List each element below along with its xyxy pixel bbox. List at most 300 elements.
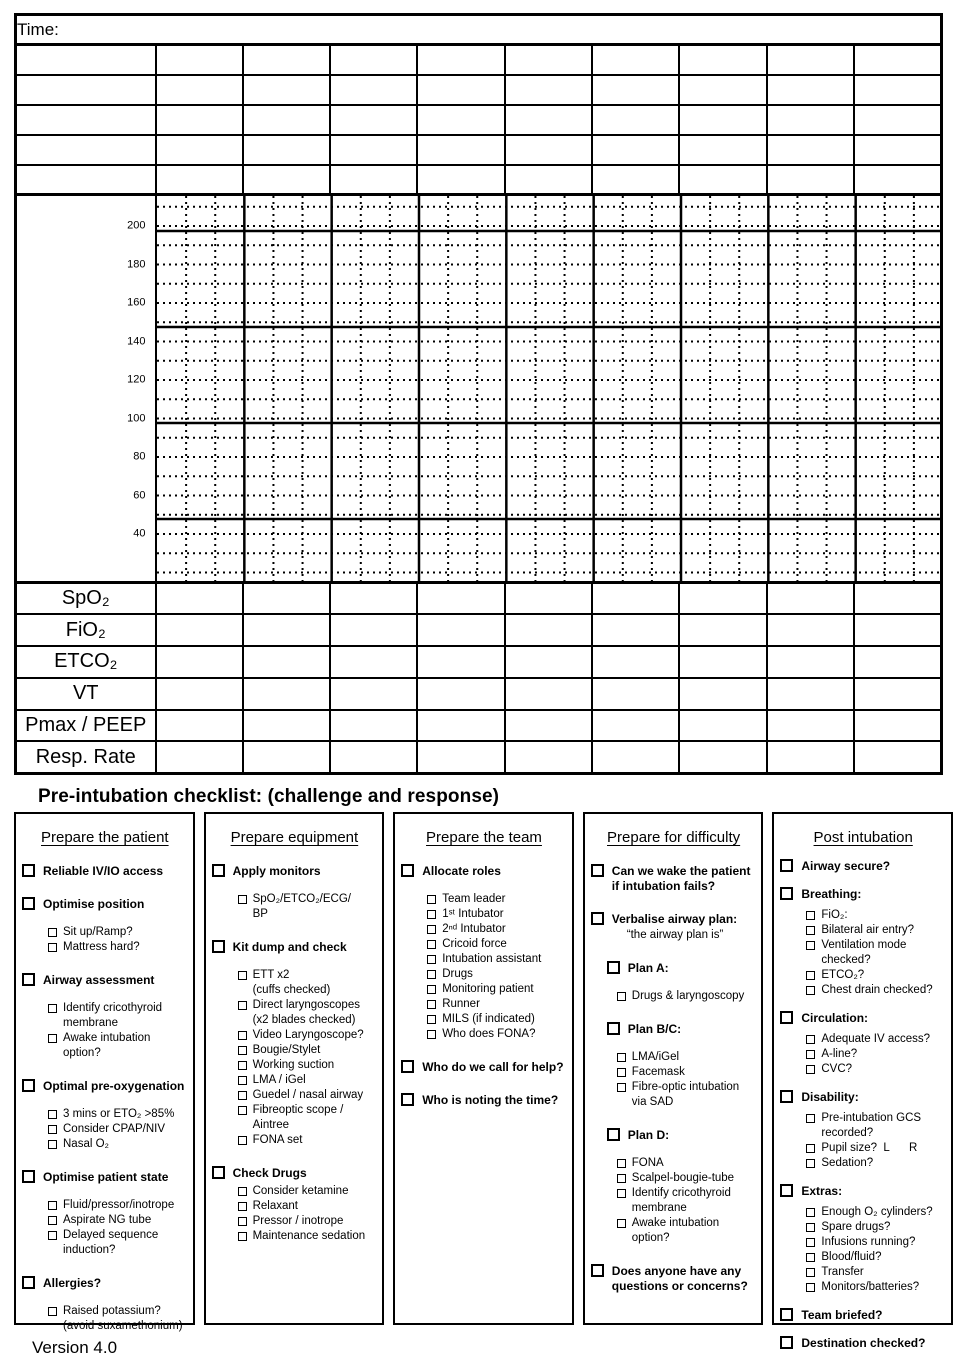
entry-cell[interactable] bbox=[156, 165, 243, 195]
checkbox-icon[interactable] bbox=[22, 864, 35, 877]
checklist-sub-item bbox=[401, 967, 567, 982]
checklist-column-post-intubation bbox=[772, 812, 953, 1350]
entry-cell[interactable] bbox=[330, 75, 417, 105]
checkbox-icon[interactable] bbox=[806, 1208, 815, 1217]
checkbox-icon[interactable] bbox=[401, 1093, 414, 1106]
checklist-sub-item bbox=[212, 998, 378, 1013]
checkbox-icon[interactable] bbox=[780, 1336, 793, 1349]
event-label-cell[interactable] bbox=[16, 45, 156, 75]
checkbox-icon[interactable] bbox=[238, 971, 247, 980]
checkbox-icon[interactable] bbox=[427, 985, 436, 994]
entry-cell[interactable] bbox=[505, 45, 592, 75]
checklist-sub-item bbox=[212, 1214, 378, 1229]
vital-row-label: FiO₂ bbox=[16, 614, 156, 646]
checkbox-icon[interactable] bbox=[591, 912, 604, 925]
checkbox-icon[interactable] bbox=[617, 1189, 626, 1198]
vital-entry-cell[interactable] bbox=[854, 646, 941, 678]
checklist-sub-label: Direct laryngoscopes bbox=[252, 998, 360, 1011]
entry-cell[interactable] bbox=[767, 135, 854, 165]
checklist-sub-label: MILS (if indicated) bbox=[442, 1012, 535, 1025]
y-axis-label: 120 bbox=[127, 373, 146, 386]
checkbox-icon[interactable] bbox=[238, 1232, 247, 1241]
entry-cell[interactable] bbox=[592, 45, 679, 75]
entry-cell[interactable] bbox=[592, 135, 679, 165]
checkbox-icon[interactable] bbox=[48, 1110, 57, 1119]
checklist-sub-list bbox=[780, 1205, 946, 1295]
entry-cell[interactable] bbox=[767, 165, 854, 195]
chart-y-axis bbox=[16, 195, 156, 583]
checklist-item bbox=[22, 864, 188, 879]
checkbox-icon[interactable] bbox=[806, 1114, 815, 1123]
checkbox-icon[interactable] bbox=[48, 943, 57, 952]
vital-entry-cell[interactable] bbox=[243, 678, 330, 710]
checklist-sub-item bbox=[780, 923, 946, 938]
checklist-item-label: Extras: bbox=[801, 1183, 843, 1198]
checkbox-icon[interactable] bbox=[427, 1030, 436, 1039]
checklist-sub-label: Bougie/Stylet bbox=[252, 1043, 321, 1056]
checklist-item bbox=[22, 1170, 188, 1185]
vital-entry-cell[interactable] bbox=[854, 614, 941, 646]
checklist-sub-item bbox=[22, 925, 188, 940]
vital-entry-cell[interactable] bbox=[505, 710, 592, 742]
event-label-cell[interactable] bbox=[16, 135, 156, 165]
checkbox-icon[interactable] bbox=[617, 992, 626, 1001]
checklist-sub-label: Working suction bbox=[252, 1058, 335, 1071]
checklist-sub-label: Fluid/pressor/inotrope bbox=[63, 1198, 175, 1211]
checkbox-icon[interactable] bbox=[806, 911, 815, 920]
checkbox-icon[interactable] bbox=[780, 887, 793, 900]
vital-entry-cell[interactable] bbox=[156, 678, 243, 710]
checkbox-icon[interactable] bbox=[22, 1276, 35, 1289]
checklist-sub-label: Sit up/Ramp? bbox=[63, 925, 133, 938]
checklist-item bbox=[780, 1011, 946, 1026]
y-axis-label: 160 bbox=[127, 296, 146, 309]
checklist-sub-label: LMA/iGel bbox=[631, 1050, 680, 1063]
entry-cell[interactable] bbox=[505, 105, 592, 135]
checklist-sub-label: Sedation? bbox=[821, 1156, 874, 1169]
checkbox-icon[interactable] bbox=[238, 1031, 247, 1040]
checkbox-icon[interactable] bbox=[212, 864, 225, 877]
vital-entry-cell[interactable] bbox=[417, 678, 504, 710]
vital-entry-cell[interactable] bbox=[592, 710, 679, 742]
checklist-sub-item bbox=[780, 1032, 946, 1047]
entry-cell[interactable] bbox=[854, 45, 941, 75]
checkbox-icon[interactable] bbox=[427, 970, 436, 979]
checkbox-icon[interactable] bbox=[238, 1217, 247, 1226]
vital-entry-cell[interactable] bbox=[505, 741, 592, 773]
obs-chart-grid bbox=[156, 195, 942, 583]
checklist-column-prepare-for-difficulty bbox=[583, 812, 764, 1325]
vital-row-label: Resp. Rate bbox=[16, 741, 156, 773]
checklist-sub-label: Maintenance sedation bbox=[252, 1229, 366, 1242]
vital-entry-cell[interactable] bbox=[679, 583, 766, 615]
version-label: Version 4.0 bbox=[32, 1337, 118, 1357]
vital-entry-cell[interactable] bbox=[417, 583, 504, 615]
checklist-sub-item bbox=[780, 1062, 946, 1077]
checkbox-icon[interactable] bbox=[238, 1061, 247, 1070]
checklist-sub-label: Awake intubation option? bbox=[631, 1216, 720, 1244]
vital-entry-cell[interactable] bbox=[679, 614, 766, 646]
checklist-item bbox=[591, 912, 757, 927]
entry-cell[interactable] bbox=[243, 105, 330, 135]
vital-entry-cell[interactable] bbox=[767, 614, 854, 646]
checklist-column-prepare-the-team bbox=[393, 812, 574, 1325]
checklist-item bbox=[780, 887, 946, 902]
entry-cell[interactable] bbox=[156, 45, 243, 75]
checkbox-icon[interactable] bbox=[806, 1283, 815, 1292]
checkbox-icon[interactable] bbox=[48, 1231, 57, 1240]
entry-cell[interactable] bbox=[679, 165, 766, 195]
checkbox-icon[interactable] bbox=[780, 1184, 793, 1197]
vital-entry-cell[interactable] bbox=[854, 583, 941, 615]
checkbox-icon[interactable] bbox=[238, 895, 247, 904]
checkbox-icon[interactable] bbox=[238, 1001, 247, 1010]
checklist-sub-label: Cricoid force bbox=[442, 937, 507, 950]
checklist-item-label: Destination checked? bbox=[801, 1335, 926, 1350]
entry-cell[interactable] bbox=[592, 75, 679, 105]
checklist-sub-item bbox=[401, 937, 567, 952]
vital-entry-cell[interactable] bbox=[679, 710, 766, 742]
checklist-sub-item bbox=[401, 982, 567, 997]
checkbox-icon[interactable] bbox=[238, 1076, 247, 1085]
checkbox-icon[interactable] bbox=[607, 1128, 620, 1141]
checkbox-icon[interactable] bbox=[22, 973, 35, 986]
checklist-sub-label: Who does FONA? bbox=[442, 1027, 536, 1040]
event-row bbox=[16, 105, 942, 135]
checkbox-icon[interactable] bbox=[617, 1159, 626, 1168]
checklist-sub-label: Facemask bbox=[631, 1065, 685, 1078]
vital-entry-cell[interactable] bbox=[417, 741, 504, 773]
entry-cell[interactable] bbox=[243, 45, 330, 75]
entry-cell[interactable] bbox=[330, 135, 417, 165]
event-label-cell[interactable] bbox=[16, 75, 156, 105]
checkbox-icon[interactable] bbox=[238, 1136, 247, 1145]
vital-entry-cell[interactable] bbox=[679, 646, 766, 678]
checkbox-icon[interactable] bbox=[617, 1219, 626, 1228]
entry-cell[interactable] bbox=[854, 75, 941, 105]
checklist-sub-label: ETCO₂? bbox=[821, 968, 865, 981]
y-axis-label: 180 bbox=[127, 258, 146, 270]
checklist-item-label: Verbalise airway plan: bbox=[611, 911, 738, 926]
vital-entry-cell[interactable] bbox=[505, 614, 592, 646]
checklist-sub-list bbox=[780, 908, 946, 998]
entry-cell[interactable] bbox=[156, 105, 243, 135]
checkbox-icon[interactable] bbox=[617, 1068, 626, 1077]
checklist-sub-list bbox=[22, 925, 188, 955]
checkbox-icon[interactable] bbox=[780, 1308, 793, 1321]
checkbox-icon[interactable] bbox=[238, 1106, 247, 1115]
checklist-column-header: Post intubation bbox=[813, 828, 913, 846]
checklist-sub-note: (cuffs checked) bbox=[252, 983, 331, 996]
vital-entry-cell[interactable] bbox=[243, 741, 330, 773]
checkbox-icon[interactable] bbox=[806, 971, 815, 980]
vital-entry-cell[interactable] bbox=[854, 678, 941, 710]
checkbox-icon[interactable] bbox=[780, 859, 793, 872]
vital-entry-cell[interactable] bbox=[243, 710, 330, 742]
time-header-cell[interactable]: Time: bbox=[16, 15, 942, 45]
checkbox-icon[interactable] bbox=[401, 864, 414, 877]
checkbox-icon[interactable] bbox=[806, 1268, 815, 1277]
checkbox-icon[interactable] bbox=[238, 1187, 247, 1196]
checklist-sub-label: Raised potassium? bbox=[63, 1304, 161, 1317]
vital-entry-cell[interactable] bbox=[330, 614, 417, 646]
checklist-sub-label: FONA bbox=[631, 1156, 664, 1169]
vital-row bbox=[16, 678, 942, 710]
checkbox-icon[interactable] bbox=[212, 1166, 225, 1179]
entry-cell[interactable] bbox=[592, 165, 679, 195]
checkbox-icon[interactable] bbox=[427, 1000, 436, 1009]
checklist-sub-item bbox=[401, 997, 567, 1012]
vital-entry-cell[interactable] bbox=[417, 646, 504, 678]
event-row bbox=[16, 165, 942, 195]
checklist-item-label: Check Drugs bbox=[232, 1165, 307, 1180]
checklist-item-note: “the airway plan is” bbox=[626, 928, 724, 941]
checkbox-icon[interactable] bbox=[48, 1140, 57, 1149]
checkbox-icon[interactable] bbox=[806, 941, 815, 950]
entry-cell[interactable] bbox=[592, 105, 679, 135]
checkbox-icon[interactable] bbox=[427, 925, 436, 934]
checkbox-icon[interactable] bbox=[212, 940, 225, 953]
checklist-sub-label: Identify cricothyroid membrane bbox=[63, 1001, 163, 1029]
vital-entry-cell[interactable] bbox=[767, 583, 854, 615]
checkbox-icon[interactable] bbox=[22, 897, 35, 910]
checklist-sub-item bbox=[780, 1280, 946, 1295]
checkbox-icon[interactable] bbox=[806, 1065, 815, 1074]
entry-cell[interactable] bbox=[767, 45, 854, 75]
vital-entry-cell[interactable] bbox=[156, 583, 243, 615]
entry-cell[interactable] bbox=[767, 75, 854, 105]
checkbox-icon[interactable] bbox=[806, 1035, 815, 1044]
checklist-sub-item bbox=[780, 1250, 946, 1265]
checkbox-icon[interactable] bbox=[806, 1159, 815, 1168]
entry-cell[interactable] bbox=[505, 135, 592, 165]
checklist-sub-item bbox=[212, 968, 378, 983]
checkbox-icon[interactable] bbox=[806, 1050, 815, 1059]
checklist-sub-item bbox=[591, 1186, 757, 1216]
checklist-sub-item bbox=[212, 892, 378, 907]
checkbox-icon[interactable] bbox=[48, 1034, 57, 1043]
vital-entry-cell[interactable] bbox=[330, 646, 417, 678]
vital-entry-cell[interactable] bbox=[679, 678, 766, 710]
checklist-sub-list bbox=[591, 1050, 757, 1110]
vital-entry-cell[interactable] bbox=[767, 646, 854, 678]
entry-cell[interactable] bbox=[505, 165, 592, 195]
checkbox-icon[interactable] bbox=[48, 1307, 57, 1316]
checkbox-icon[interactable] bbox=[238, 1202, 247, 1211]
vital-entry-cell[interactable] bbox=[767, 741, 854, 773]
vital-entry-cell[interactable] bbox=[330, 710, 417, 742]
checklist-sub-list bbox=[591, 1156, 757, 1246]
checklist-sub-label: A-line? bbox=[821, 1047, 858, 1060]
checklist-sub-item bbox=[212, 1133, 378, 1148]
vital-entry-cell[interactable] bbox=[854, 710, 941, 742]
checkbox-icon[interactable] bbox=[591, 864, 604, 877]
checklist-sub-item bbox=[780, 1111, 946, 1141]
checklist-sub-item bbox=[780, 1156, 946, 1171]
checkbox-icon[interactable] bbox=[238, 1091, 247, 1100]
checklist-item bbox=[780, 859, 946, 874]
checkbox-icon[interactable] bbox=[617, 1053, 626, 1062]
vital-entry-cell[interactable] bbox=[592, 646, 679, 678]
checklist-sub-label: CVC? bbox=[821, 1062, 853, 1075]
vital-row bbox=[16, 583, 942, 615]
entry-cell[interactable] bbox=[243, 165, 330, 195]
checkbox-icon[interactable] bbox=[806, 1238, 815, 1247]
checkbox-icon[interactable] bbox=[427, 910, 436, 919]
vital-entry-cell[interactable] bbox=[505, 646, 592, 678]
vital-entry-cell[interactable] bbox=[156, 614, 243, 646]
checklist-sub-item bbox=[591, 1156, 757, 1171]
checklist-sub-label: Mattress hard? bbox=[63, 940, 140, 953]
entry-cell[interactable] bbox=[156, 75, 243, 105]
checklist-item bbox=[22, 1276, 188, 1291]
y-axis-label: 80 bbox=[133, 450, 146, 463]
chart-grid-svg bbox=[157, 196, 943, 581]
checklist-item-label: Plan D: bbox=[627, 1127, 670, 1142]
checkbox-icon[interactable] bbox=[48, 1201, 57, 1210]
checkbox-icon[interactable] bbox=[806, 1144, 815, 1153]
checklist-sub-list bbox=[780, 1032, 946, 1077]
checklist-item-label: Does anyone have any questions or concerns? bbox=[611, 1263, 748, 1293]
checkbox-icon[interactable] bbox=[806, 1223, 815, 1232]
entry-cell[interactable] bbox=[417, 135, 504, 165]
checklist-item bbox=[780, 1184, 946, 1199]
entry-cell[interactable] bbox=[156, 135, 243, 165]
checklist-sub-item bbox=[22, 940, 188, 955]
entry-cell[interactable] bbox=[679, 105, 766, 135]
checkbox-icon[interactable] bbox=[806, 926, 815, 935]
entry-cell[interactable] bbox=[767, 105, 854, 135]
checkbox-icon[interactable] bbox=[401, 1060, 414, 1073]
entry-cell[interactable] bbox=[417, 45, 504, 75]
checklist-sub-item bbox=[401, 1027, 567, 1042]
checkbox-icon[interactable] bbox=[617, 1174, 626, 1183]
vital-entry-cell[interactable] bbox=[854, 741, 941, 773]
checklist-item-label: Plan B/C: bbox=[627, 1021, 682, 1036]
checklist-sub-item bbox=[401, 907, 567, 922]
checkbox-icon[interactable] bbox=[22, 1079, 35, 1092]
checklist-sub-list bbox=[22, 1198, 188, 1258]
vital-entry-cell[interactable] bbox=[330, 741, 417, 773]
checklist-item-label: Can we wake the patient if intubation fails? bbox=[611, 863, 751, 893]
checkbox-icon[interactable] bbox=[806, 1253, 815, 1262]
checklist-column-header: Prepare the team bbox=[426, 828, 542, 846]
vital-entry-cell[interactable] bbox=[592, 678, 679, 710]
event-row bbox=[16, 45, 942, 75]
entry-cell[interactable] bbox=[854, 135, 941, 165]
vital-entry-cell[interactable] bbox=[592, 583, 679, 615]
checkbox-icon[interactable] bbox=[238, 1046, 247, 1055]
vital-row bbox=[16, 741, 942, 773]
checkbox-icon[interactable] bbox=[591, 1264, 604, 1277]
checklist-sub-item bbox=[212, 1058, 378, 1073]
vital-entry-cell[interactable] bbox=[330, 678, 417, 710]
entry-cell[interactable] bbox=[417, 105, 504, 135]
checklist-item-label: Reliable IV/IO access bbox=[43, 863, 164, 878]
checklist-item bbox=[401, 864, 567, 879]
vital-entry-cell[interactable] bbox=[156, 741, 243, 773]
entry-cell[interactable] bbox=[417, 75, 504, 105]
entry-cell[interactable] bbox=[330, 165, 417, 195]
vital-entry-cell[interactable] bbox=[767, 710, 854, 742]
checkbox-icon[interactable] bbox=[427, 1015, 436, 1024]
vital-entry-cell[interactable] bbox=[243, 583, 330, 615]
checkbox-icon[interactable] bbox=[22, 1170, 35, 1183]
checkbox-icon[interactable] bbox=[48, 1125, 57, 1134]
checkbox-icon[interactable] bbox=[427, 940, 436, 949]
vital-entry-cell[interactable] bbox=[156, 710, 243, 742]
vital-entry-cell[interactable] bbox=[417, 710, 504, 742]
checkbox-icon[interactable] bbox=[607, 961, 620, 974]
event-label-cell[interactable] bbox=[16, 165, 156, 195]
entry-cell[interactable] bbox=[243, 75, 330, 105]
checklist-sub-label: Monitoring patient bbox=[442, 982, 534, 995]
checkbox-icon[interactable] bbox=[780, 1011, 793, 1024]
checklist-sub-item bbox=[780, 983, 946, 998]
entry-cell[interactable] bbox=[417, 165, 504, 195]
vital-entry-cell[interactable] bbox=[592, 741, 679, 773]
vital-entry-cell[interactable] bbox=[505, 678, 592, 710]
checkbox-icon[interactable] bbox=[427, 895, 436, 904]
vital-entry-cell[interactable] bbox=[679, 741, 766, 773]
chart-row bbox=[16, 195, 942, 583]
vital-entry-cell[interactable] bbox=[417, 614, 504, 646]
checkbox-icon[interactable] bbox=[806, 986, 815, 995]
vital-entry-cell[interactable] bbox=[767, 678, 854, 710]
checklist-column-header: Prepare for difficulty bbox=[607, 828, 741, 846]
checklist-sub-label: Transfer bbox=[821, 1265, 864, 1278]
observation-table bbox=[14, 13, 943, 775]
vital-entry-cell[interactable] bbox=[156, 646, 243, 678]
checkbox-icon[interactable] bbox=[617, 1083, 626, 1092]
checklist-column-prepare-the-patient bbox=[14, 812, 195, 1332]
checklist-item bbox=[780, 1308, 946, 1323]
y-axis-label: 200 bbox=[127, 219, 146, 232]
checklist-sub-item bbox=[591, 989, 757, 1004]
entry-cell[interactable] bbox=[679, 45, 766, 75]
y-axis-label: 60 bbox=[133, 489, 146, 501]
checkbox-icon[interactable] bbox=[48, 1216, 57, 1225]
event-label-cell[interactable] bbox=[16, 105, 156, 135]
entry-cell[interactable] bbox=[330, 45, 417, 75]
vital-entry-cell[interactable] bbox=[592, 614, 679, 646]
vital-entry-cell[interactable] bbox=[243, 646, 330, 678]
entry-cell[interactable] bbox=[854, 105, 941, 135]
checkbox-icon[interactable] bbox=[607, 1022, 620, 1035]
checklist-item-label: Optimise patient state bbox=[43, 1169, 169, 1184]
entry-cell[interactable] bbox=[679, 75, 766, 105]
entry-cell[interactable] bbox=[330, 105, 417, 135]
checklist-column-prepare-equipment bbox=[204, 812, 385, 1325]
checkbox-icon[interactable] bbox=[780, 1090, 793, 1103]
entry-cell[interactable] bbox=[679, 135, 766, 165]
entry-cell[interactable] bbox=[505, 75, 592, 105]
event-row bbox=[16, 135, 942, 165]
checkbox-icon[interactable] bbox=[427, 955, 436, 964]
vital-entry-cell[interactable] bbox=[330, 583, 417, 615]
checkbox-icon[interactable] bbox=[48, 1004, 57, 1013]
checkbox-icon[interactable] bbox=[48, 928, 57, 937]
checklist-sub-item bbox=[780, 1265, 946, 1280]
checklist-sub-label: Consider CPAP/NIV bbox=[63, 1122, 166, 1135]
entry-cell[interactable] bbox=[854, 165, 941, 195]
entry-cell[interactable] bbox=[243, 135, 330, 165]
vital-entry-cell[interactable] bbox=[505, 583, 592, 615]
checklist-item-label: Team briefed? bbox=[801, 1307, 883, 1322]
checklist-sub-label: Bilateral air entry? bbox=[821, 923, 915, 936]
vital-entry-cell[interactable] bbox=[243, 614, 330, 646]
checklist-sub-label: Drugs & laryngoscopy bbox=[631, 989, 745, 1002]
